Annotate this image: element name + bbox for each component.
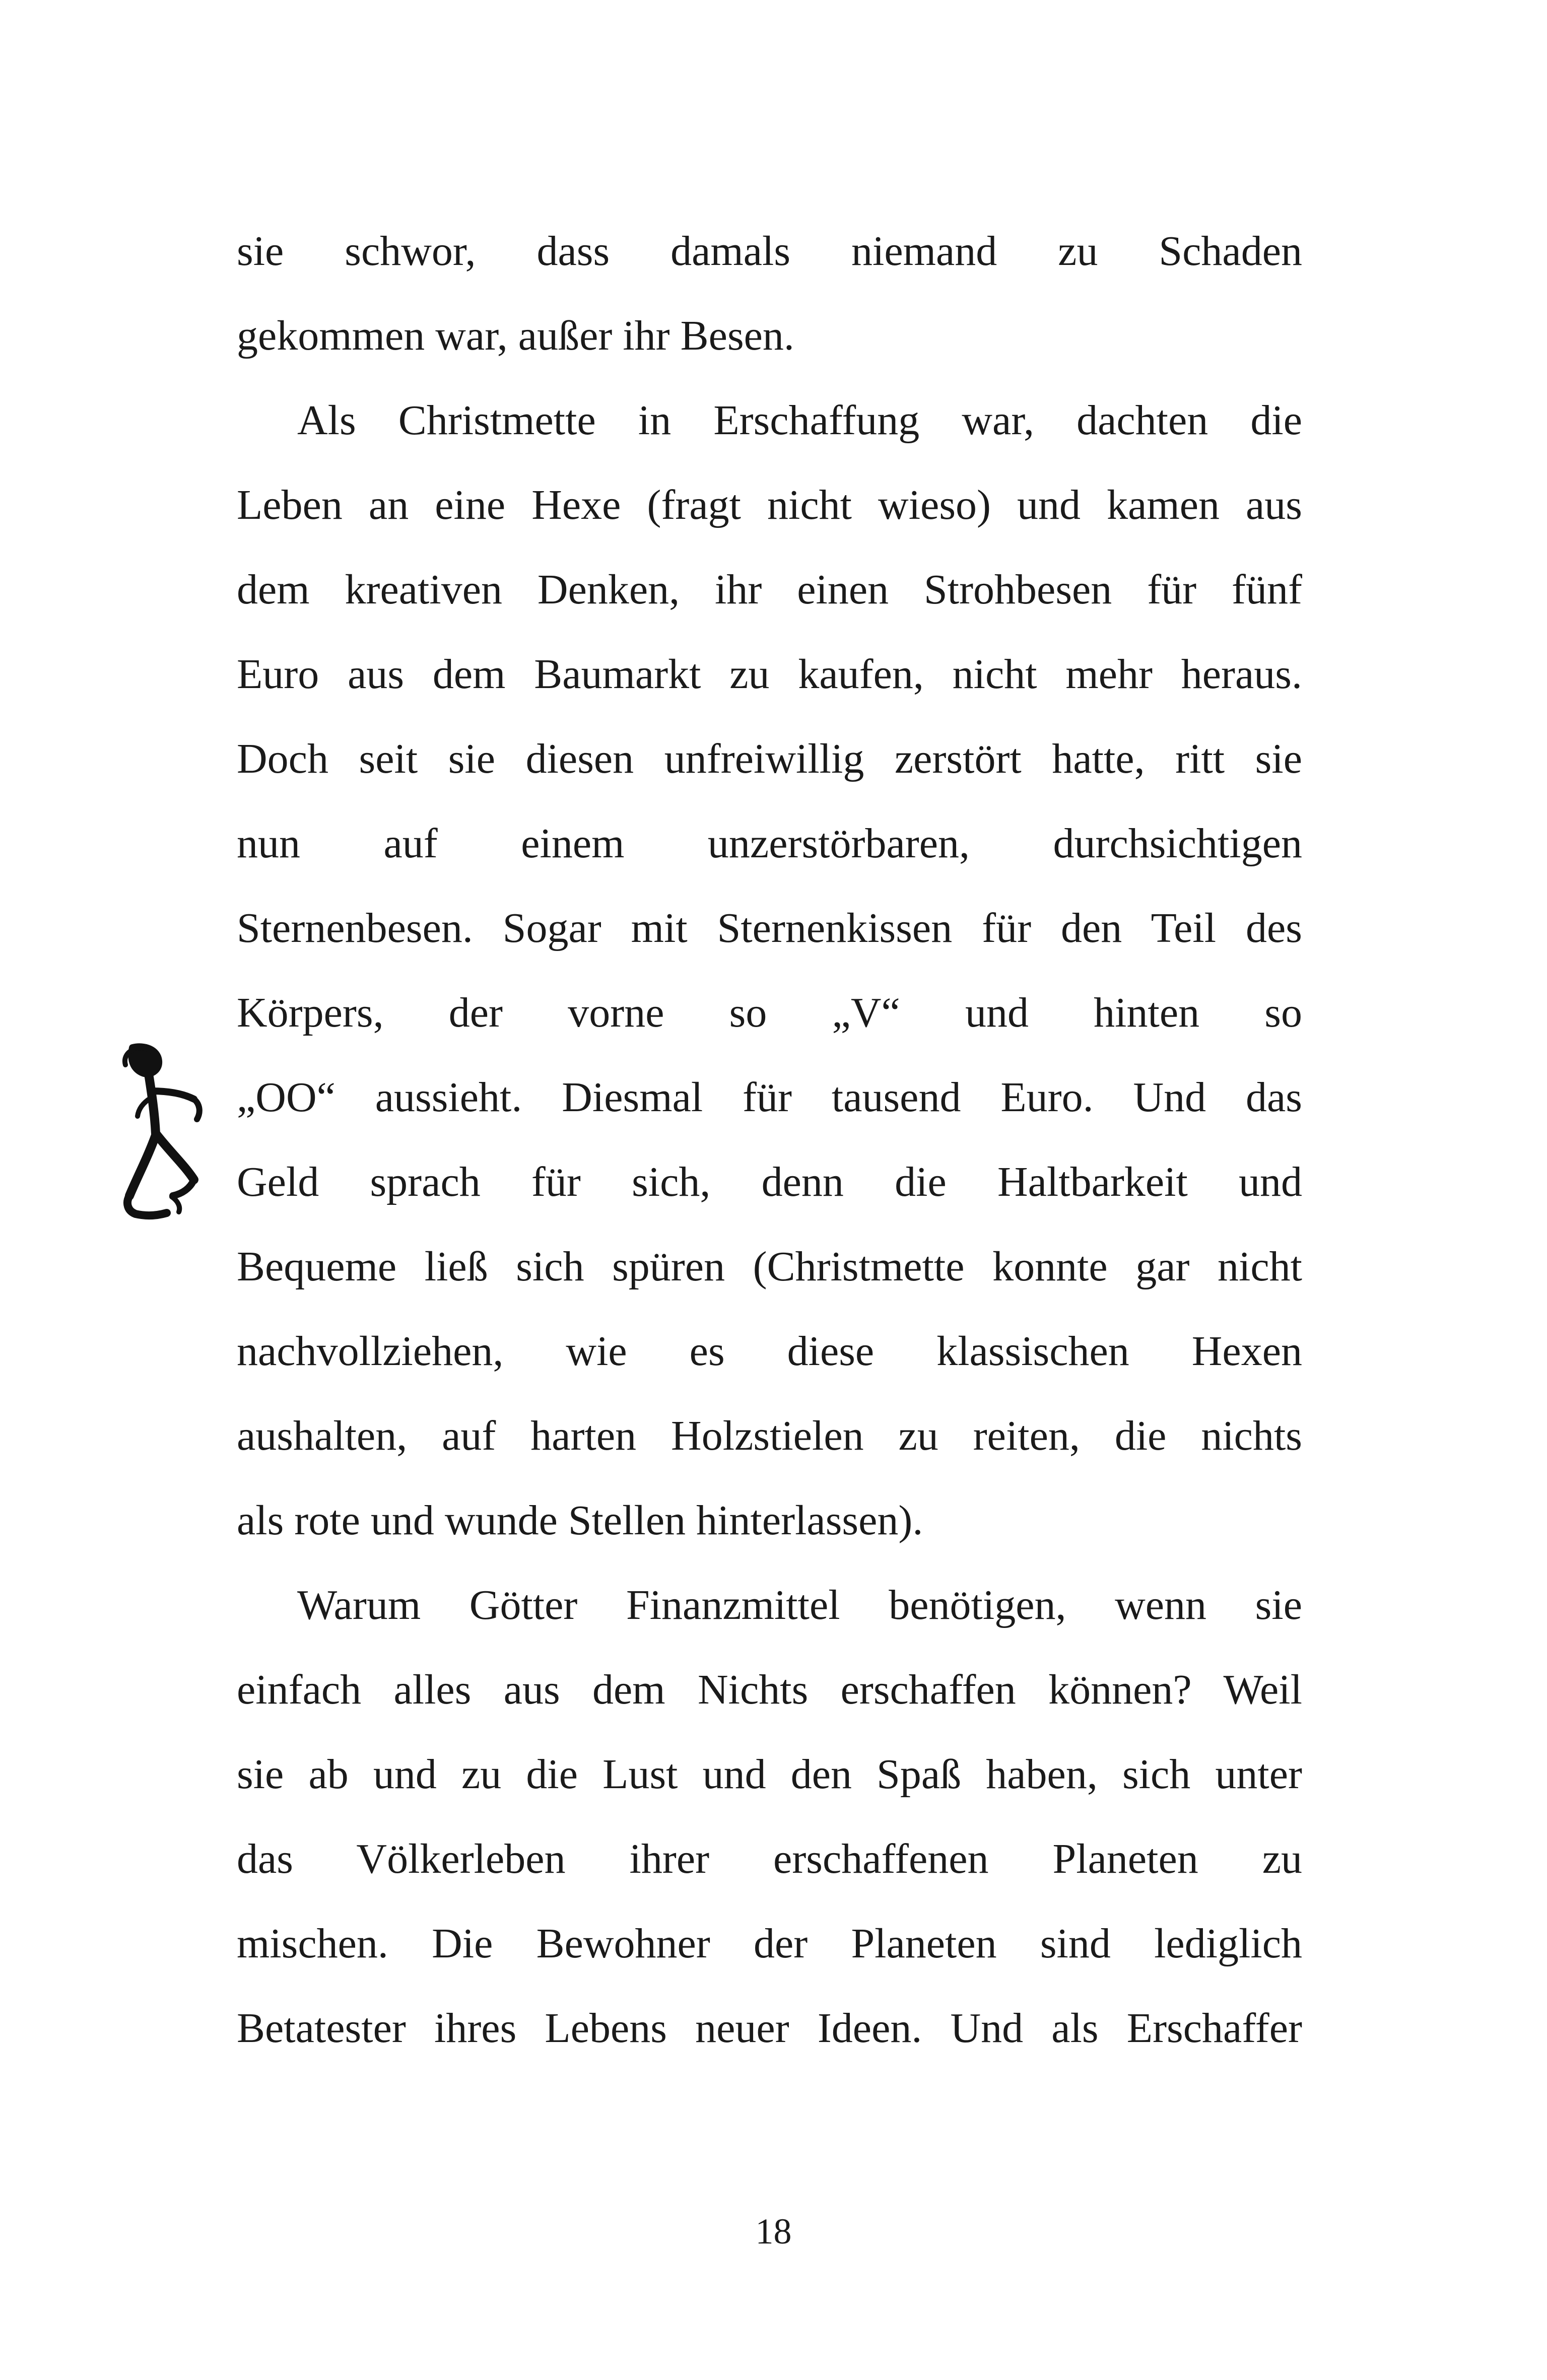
text-line: Leben an eine Hexe (fragt nicht wieso) und kamen aus [237, 482, 1302, 528]
text-line: nun auf einem unzerstörbaren, durchsichtigen [237, 820, 1302, 867]
text-line: Euro aus dem Baumarkt zu kaufen, nicht mehr heraus. [237, 651, 1302, 698]
text-line: dem kreativen Denken, ihr einen Strohbesen für fünf [237, 566, 1302, 613]
text-line: nachvollziehen, wie es diese klassischen Hexen [237, 1328, 1302, 1375]
text-line: als rote und wunde Stellen hinterlassen). [237, 1497, 923, 1544]
stick-figure-icon [118, 1043, 214, 1234]
text-line: gekommen war, außer ihr Besen. [237, 312, 794, 359]
text-line: Warum Götter Finanzmittel benötigen, wenn sie [297, 1582, 1302, 1628]
text-line: einfach alles aus dem Nichts erschaffen können? Weil [237, 1666, 1302, 1713]
text-line: Betatester ihres Lebens neuer Ideen. Und als Erschaffer [237, 2005, 1302, 2052]
text-line: aushalten, auf harten Holzstielen zu reiten, die nichts [237, 1412, 1302, 1459]
text-line: Als Christmette in Erschaffung war, dachten die [297, 397, 1302, 444]
text-line: sie ab und zu die Lust und den Spaß haben, sich unter [237, 1751, 1302, 1798]
text-line: Bequeme ließ sich spüren (Christmette konnte gar nicht [237, 1243, 1302, 1290]
text-line: mischen. Die Bewohner der Planeten sind lediglich [237, 1920, 1302, 1967]
text-line: „OO“ aussieht. Diesmal für tausend Euro. Und das [237, 1074, 1302, 1121]
text-line: Doch seit sie diesen unfreiwillig zerstört hatte, ritt sie [237, 735, 1302, 782]
text-line: Sternenbesen. Sogar mit Sternenkissen für den Teil des [237, 905, 1302, 951]
text-line: sie schwor, dass damals niemand zu Schaden [237, 228, 1302, 275]
text-line: Körpers, der vorne so „V“ und hinten so [237, 989, 1302, 1036]
text-line: Geld sprach für sich, denn die Haltbarkeit und [237, 1159, 1302, 1205]
text-line: das Völkerleben ihrer erschaffenen Planeten zu [237, 1835, 1302, 1882]
body-text [237, 209, 1302, 2071]
page-number: 18 [755, 2211, 792, 2252]
